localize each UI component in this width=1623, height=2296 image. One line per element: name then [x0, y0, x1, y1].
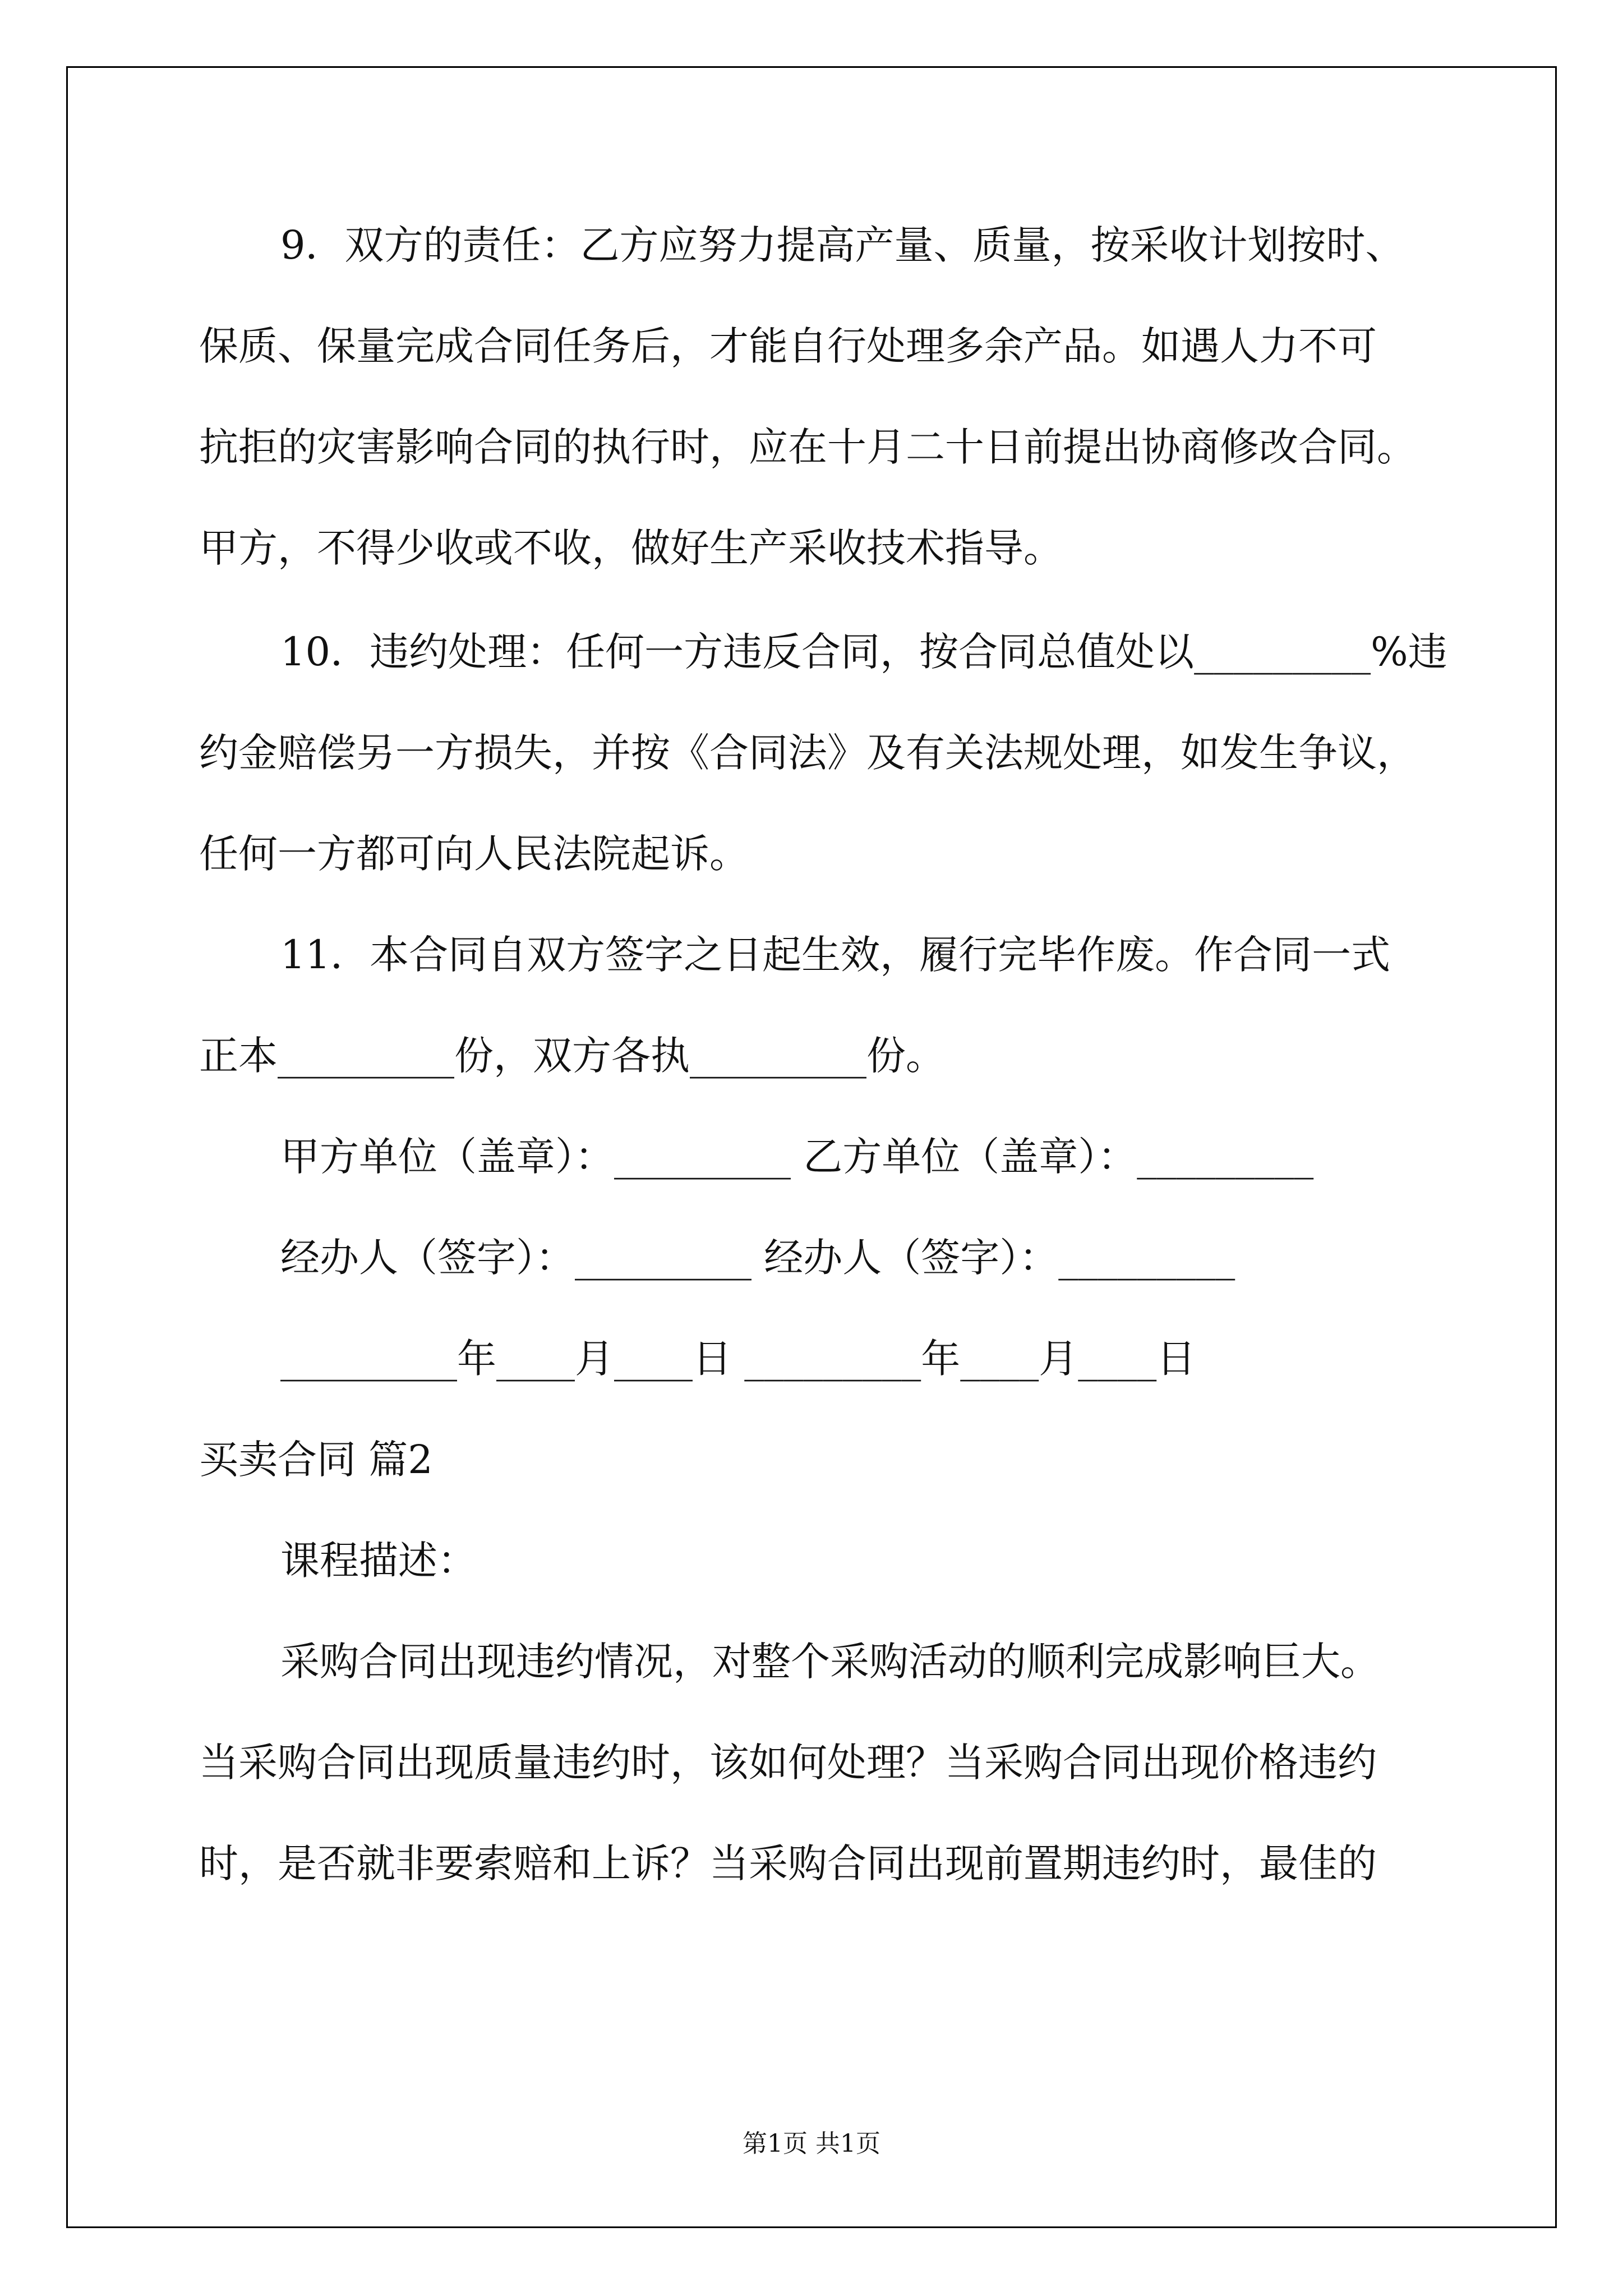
text-line: 甲方，不得少收或不收，做好生产采收技术指导。	[199, 525, 1063, 571]
text-line: 保质、保量完成合同任务后，才能自行处理多余产品。如遇人力不可	[199, 323, 1377, 369]
text-line: 约金赔偿另一方损失，并按《合同法》及有关法规处理，如发生争议，	[199, 730, 1416, 776]
text-line: 采购合同出现违约情况，对整个采购活动的顺利完成影响巨大。	[280, 1639, 1380, 1685]
text-line: 任何一方都可向人民法院起诉。	[199, 831, 749, 877]
signature-line: 经办人（签字）：_________ 经办人（签字）：_________	[280, 1235, 1235, 1281]
signature-line: 甲方单位（盖章）：_________ 乙方单位（盖章）：_________	[280, 1134, 1314, 1180]
text-line: 10．违约处理：任何一方违反合同，按合同总值处以_________%违	[280, 629, 1447, 675]
text-line: 课程描述：	[280, 1538, 477, 1584]
text-line: 正本_________份，双方各执_________份。	[199, 1033, 945, 1079]
text-line: 11．本合同自双方签字之日起生效，履行完毕作废。作合同一式	[280, 932, 1391, 978]
text-line: 当采购合同出现质量违约时，该如何处理？当采购合同出现价格违约	[199, 1740, 1377, 1786]
date-line: _________年____月____日 _________年____月____日	[280, 1336, 1196, 1382]
text-line: 时，是否就非要索赔和上诉？当采购合同出现前置期违约时，最佳的	[199, 1841, 1377, 1887]
text-line: 9．双方的责任：乙方应努力提高产量、质量，按采收计划按时、	[280, 222, 1405, 268]
page-footer: 第1页 共1页	[743, 2129, 880, 2158]
section-heading: 买卖合同 篇2	[199, 1437, 433, 1483]
text-line: 抗拒的灾害影响合同的执行时，应在十月二十日前提出协商修改合同。	[199, 424, 1416, 470]
